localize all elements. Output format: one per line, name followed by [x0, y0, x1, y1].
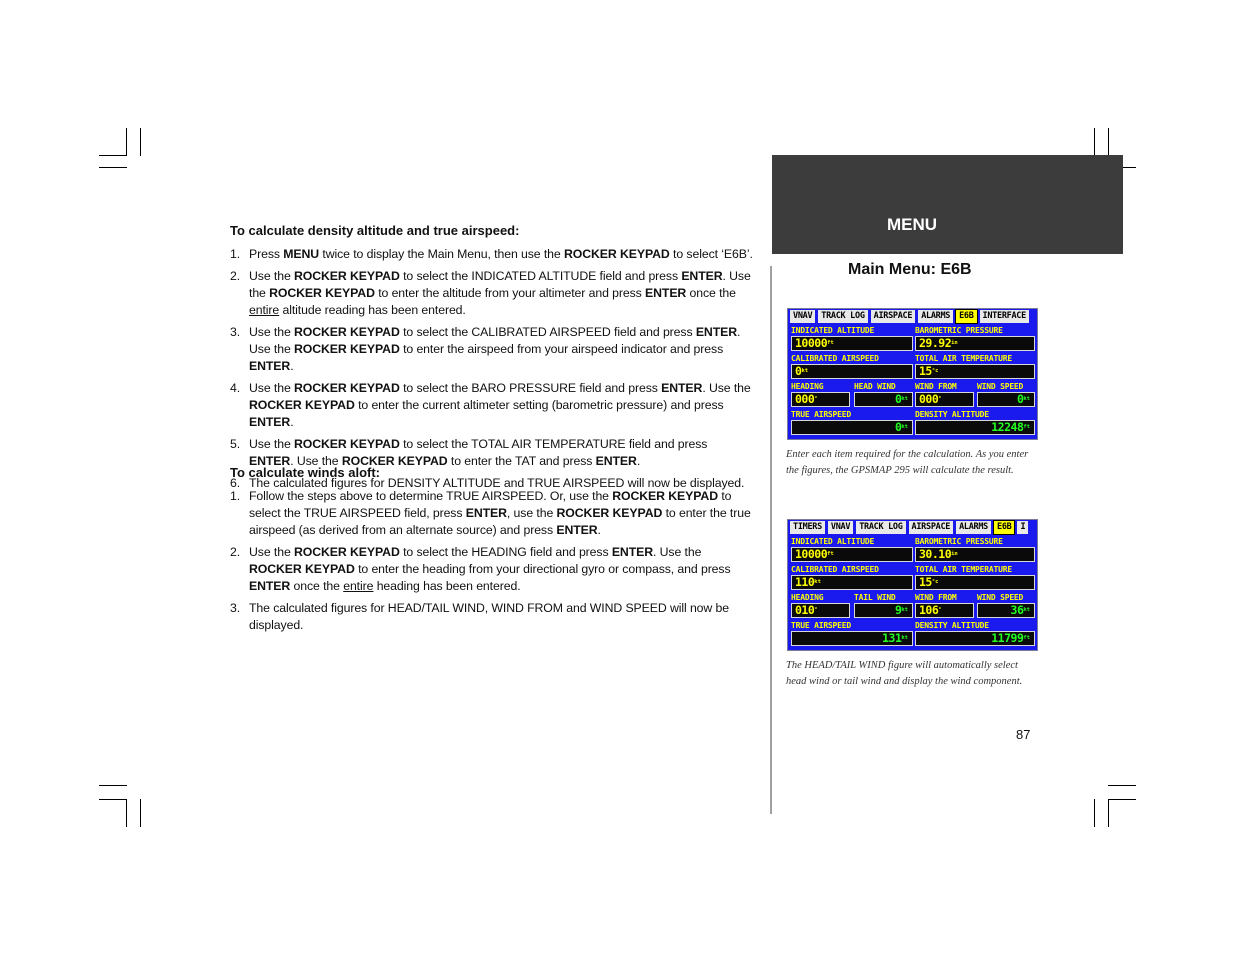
step-text: twice to display the Main Menu, then use the — [319, 247, 564, 261]
unit-label: ft — [1023, 424, 1030, 430]
step-number: 2. — [230, 545, 241, 559]
list-item — [230, 544, 755, 595]
tab-interface[interactable]: INTERFACE — [980, 310, 1029, 323]
unit-label: °c — [931, 368, 939, 374]
step-text: to enter the altitude from your altimeter and press — [374, 286, 646, 300]
crop-mark — [1108, 799, 1109, 827]
dens-alt-value — [991, 421, 1030, 434]
step-number: 6. — [230, 476, 241, 490]
list-item — [230, 380, 755, 431]
dens-alt-field[interactable] — [915, 420, 1035, 435]
step-text: to enter the current altimeter setting (barometric pressure) and press — [354, 398, 724, 412]
heading-field[interactable] — [791, 392, 850, 407]
key-name: ROCKER KEYPAD — [294, 325, 400, 339]
ind-alt-field[interactable] — [791, 336, 913, 351]
step-text: . — [290, 415, 294, 429]
crop-mark — [99, 167, 127, 168]
step-text: . Use the — [653, 545, 702, 559]
step-text: to enter the TAT and press — [447, 454, 596, 468]
crop-mark — [99, 155, 127, 156]
field-number: 30.10 — [919, 547, 952, 561]
key-name: ROCKER KEYPAD — [294, 545, 400, 559]
step-text: to select the HEADING field and press — [399, 545, 612, 559]
key-name: ENTER — [661, 381, 703, 395]
step-text: once the — [686, 286, 736, 300]
crop-mark — [140, 799, 141, 827]
tab-track-log[interactable]: TRACK LOG — [856, 521, 905, 534]
field-number: 11799 — [991, 631, 1024, 645]
wind-speed-value — [1017, 393, 1030, 406]
page-number: 87 — [1016, 727, 1031, 742]
key-name: ROCKER KEYPAD — [249, 562, 355, 576]
unit-label: kt — [814, 579, 821, 585]
field-number: 0 — [894, 420, 902, 434]
tab-e6b[interactable]: E6B — [994, 521, 1014, 534]
crop-mark — [126, 799, 127, 827]
unit-label: in — [951, 340, 958, 346]
tat-value — [919, 365, 938, 378]
crop-mark — [99, 799, 127, 800]
key-name: ROCKER KEYPAD — [612, 489, 718, 503]
figure-caption-1: Enter each item required for the calculation. As you enter the figures, the GPSMAP 295 will calculate the result. — [786, 449, 1029, 476]
section-heading-density: To calculate density altitude and true airspeed: — [230, 223, 520, 238]
step-text: . Use the — [249, 325, 741, 356]
ind-alt-label: INDICATED ALTITUDE — [791, 537, 875, 546]
step-text: once the — [290, 579, 344, 593]
wind-from-value — [919, 604, 942, 617]
crop-mark — [1108, 799, 1136, 800]
cal-as-label: CALIBRATED AIRSPEED — [791, 354, 879, 363]
key-name: ROCKER KEYPAD — [341, 454, 448, 468]
field-number: 15 — [919, 364, 932, 378]
figure-caption-2: The HEAD/TAIL WIND figure will automatically select head wind or tail wind and display the wind component. — [786, 660, 1023, 687]
wind-speed-field[interactable] — [977, 392, 1035, 407]
e6b-screen-1 — [787, 308, 1038, 440]
wind-speed-label: WIND SPEED — [977, 593, 1024, 602]
cal-as-field[interactable] — [791, 575, 913, 590]
steps-list-density — [230, 246, 755, 497]
field-number: 0 — [1016, 392, 1024, 406]
tab-airspace[interactable]: AIRSPACE — [871, 310, 916, 323]
column-divider — [770, 266, 772, 814]
key-name: ROCKER KEYPAD — [249, 398, 355, 412]
heading-label: HEADING — [791, 593, 824, 602]
field-number: 110 — [795, 575, 815, 589]
baro-value — [919, 337, 958, 350]
step-text: to select the INDICATED ALTITUDE field and press — [399, 269, 682, 283]
key-name: ROCKER KEYPAD — [269, 286, 375, 300]
unit-label: kt — [901, 424, 908, 430]
key-name: ROCKER KEYPAD — [294, 381, 400, 395]
wind-speed-label: WIND SPEED — [977, 382, 1024, 391]
key-name: ENTER — [695, 325, 738, 339]
dens-alt-value — [991, 632, 1030, 645]
cal-as-value — [795, 365, 808, 378]
dens-alt-label: DENSITY ALTITUDE — [915, 410, 989, 419]
step-text: to select the CALIBRATED AIRSPEED field and press — [399, 325, 696, 339]
step-number: 1. — [230, 247, 241, 261]
key-name: ROCKER KEYPAD — [294, 269, 400, 283]
field-number: 0 — [894, 392, 902, 406]
key-name: ENTER — [556, 523, 598, 537]
crop-mark — [1094, 128, 1095, 156]
cal-as-value — [795, 576, 821, 589]
field-number: 10000 — [795, 336, 828, 350]
key-name: ROCKER KEYPAD — [294, 437, 400, 451]
crop-mark — [99, 785, 127, 786]
tas-label: TRUE AIRSPEED — [791, 621, 852, 630]
heading-field[interactable] — [791, 603, 850, 618]
tab-alarms[interactable]: ALARMS — [918, 310, 953, 323]
tab-i[interactable]: I — [1017, 521, 1028, 534]
field-number: 15 — [919, 575, 932, 589]
wind-from-label: WIND FROM — [915, 382, 957, 391]
tas-field[interactable] — [791, 420, 913, 435]
unit-label: ft — [827, 551, 834, 557]
list-item — [230, 246, 755, 263]
heading-value — [795, 393, 818, 406]
key-name: ENTER — [249, 359, 291, 373]
baro-value — [919, 548, 958, 561]
step-text: Use the — [249, 325, 294, 339]
unit-label: kt — [1023, 396, 1030, 402]
page-title: Main Menu: E6B — [848, 261, 972, 278]
step-text: Use the — [249, 381, 294, 395]
unit-label: ft — [827, 340, 834, 346]
ind-alt-value — [795, 337, 834, 350]
tas-label: TRUE AIRSPEED — [791, 410, 852, 419]
step-text: . Use the — [249, 269, 751, 300]
tas-value — [895, 421, 908, 434]
field-number: 10000 — [795, 547, 828, 561]
section-tab-label: MENU — [886, 215, 938, 234]
tat-field[interactable] — [915, 364, 1035, 379]
crop-mark — [1108, 785, 1136, 786]
key-name: ROCKER KEYPAD — [556, 506, 663, 520]
heading-label: HEADING — [791, 382, 824, 391]
field-number: 000 — [919, 392, 939, 406]
tat-label: TOTAL AIR TEMPERATURE — [915, 354, 1012, 363]
step-text: Use the — [249, 269, 294, 283]
step-text: . Use the — [290, 454, 342, 468]
step-text: . Use the — [702, 381, 751, 395]
tab-track-log[interactable]: TRACK LOG — [818, 310, 867, 323]
key-name: ENTER — [611, 545, 654, 559]
unit-label: kt — [901, 396, 908, 402]
tab-e6b[interactable]: E6B — [956, 310, 976, 323]
step-text: . — [290, 359, 294, 373]
crop-mark — [126, 128, 127, 156]
unit-label: ° — [938, 396, 942, 402]
menu-tab-strip — [788, 309, 1037, 324]
tab-alarms[interactable]: ALARMS — [956, 521, 991, 534]
field-number: 000 — [795, 392, 815, 406]
tas-field[interactable] — [791, 631, 913, 646]
list-item — [230, 324, 755, 375]
step-text: altitude reading has been entered. — [279, 303, 466, 317]
unit-label: ° — [938, 607, 942, 613]
step-text: The calculated figures for HEAD/TAIL WIND, WIND FROM and WIND SPEED will now be displayed. — [249, 601, 730, 632]
unit-label: kt — [901, 635, 908, 641]
ind-alt-label: INDICATED ALTITUDE — [791, 326, 875, 335]
step-text: heading has been entered. — [373, 579, 521, 593]
unit-label: kt — [901, 607, 908, 613]
unit-label: ° — [814, 396, 818, 402]
tas-value — [882, 632, 908, 645]
step-number: 2. — [230, 269, 241, 283]
heading-value — [795, 604, 818, 617]
unit-label: ft — [1023, 635, 1030, 641]
unit-label: °c — [931, 579, 939, 585]
tab-timers[interactable]: TIMERS — [790, 521, 825, 534]
e6b-screen-2 — [787, 519, 1038, 651]
key-name: MENU — [283, 247, 320, 261]
step-text: Follow the steps above to determine TRUE AIRSPEED. Or, use the — [249, 489, 613, 503]
dens-alt-label: DENSITY ALTITUDE — [915, 621, 989, 630]
tab-vnav[interactable]: VNAV — [828, 521, 853, 534]
baro-label: BAROMETRIC PRESSURE — [915, 326, 1003, 335]
field-number: 29.92 — [919, 336, 952, 350]
wind-type-field[interactable] — [854, 392, 913, 407]
menu-tab-strip — [788, 520, 1037, 535]
key-name: ROCKER KEYPAD — [294, 342, 400, 356]
key-name: ROCKER KEYPAD — [563, 247, 670, 261]
step-text: , use the — [506, 506, 557, 520]
tab-vnav[interactable]: VNAV — [790, 310, 815, 323]
step-text: Use the — [249, 545, 294, 559]
wind-type-label: HEAD WIND — [854, 382, 896, 391]
step-text: . — [636, 454, 641, 468]
key-name: ENTER — [249, 454, 291, 468]
field-number: 131 — [882, 631, 902, 645]
emphasis-text: entire — [249, 303, 280, 317]
step-text: to enter the airspeed from your airspeed indicator and press — [399, 342, 724, 356]
step-text: Press — [249, 247, 284, 261]
list-item — [230, 268, 755, 319]
crop-mark — [140, 128, 141, 156]
ind-alt-value — [795, 548, 834, 561]
step-text: to select the TOTAL AIR TEMPERATURE field and press — [399, 437, 708, 451]
wind-from-field[interactable] — [915, 392, 974, 407]
unit-label: kt — [801, 368, 809, 374]
steps-list-winds — [230, 488, 755, 639]
key-name: ENTER — [595, 454, 637, 468]
key-name: ENTER — [645, 286, 687, 300]
step-number: 5. — [230, 437, 241, 451]
section-tab-bar — [772, 155, 1123, 254]
wind-from-value — [919, 393, 942, 406]
section-heading-winds: To calculate winds aloft: — [230, 465, 381, 480]
unit-label: kt — [1023, 607, 1030, 613]
emphasis-text: entire — [343, 579, 374, 593]
tat-field[interactable] — [915, 575, 1035, 590]
step-text: to select the BARO PRESSURE field and press — [399, 381, 662, 395]
baro-field[interactable] — [915, 547, 1035, 562]
crop-mark — [1108, 128, 1109, 156]
key-name: ENTER — [465, 506, 507, 520]
wind-speed-value — [1011, 604, 1030, 617]
field-number: 106 — [919, 603, 939, 617]
dens-alt-field[interactable] — [915, 631, 1035, 646]
step-text: to enter the heading from your directional gyro or compass, and press — [354, 562, 731, 576]
wind-speed-field[interactable] — [977, 603, 1035, 618]
step-number: 3. — [230, 601, 241, 615]
step-text: to select ‘E6B’. — [669, 247, 753, 261]
tab-airspace[interactable]: AIRSPACE — [909, 521, 954, 534]
step-text: Use the — [249, 437, 294, 451]
tat-value — [919, 576, 938, 589]
cal-as-label: CALIBRATED AIRSPEED — [791, 565, 879, 574]
wind-type-field[interactable] — [854, 603, 913, 618]
field-number: 0 — [795, 364, 802, 378]
step-number: 1. — [230, 489, 241, 503]
field-number: 010 — [795, 603, 815, 617]
list-item — [230, 600, 755, 634]
step-text: to select the TRUE AIRSPEED field, press — [249, 489, 732, 520]
key-name: ENTER — [249, 579, 291, 593]
field-number: 36 — [1010, 603, 1024, 617]
unit-label: in — [951, 551, 958, 557]
list-item — [230, 488, 755, 539]
wind-type-label: TAIL WIND — [854, 593, 896, 602]
wind-from-field[interactable] — [915, 603, 974, 618]
step-text: to enter the true airspeed (as derived from an alternate source) and press — [249, 506, 751, 537]
step-number: 4. — [230, 381, 241, 395]
cal-as-field[interactable] — [791, 364, 913, 379]
step-number: 3. — [230, 325, 241, 339]
wind-type-value — [895, 393, 908, 406]
baro-label: BAROMETRIC PRESSURE — [915, 537, 1003, 546]
key-name: ENTER — [681, 269, 723, 283]
field-number: 12248 — [991, 420, 1024, 434]
baro-field[interactable] — [915, 336, 1035, 351]
field-number: 9 — [894, 603, 902, 617]
wind-type-value — [895, 604, 908, 617]
step-text: . — [597, 523, 601, 537]
key-name: ENTER — [249, 415, 291, 429]
tat-label: TOTAL AIR TEMPERATURE — [915, 565, 1012, 574]
ind-alt-field[interactable] — [791, 547, 913, 562]
wind-from-label: WIND FROM — [915, 593, 957, 602]
step-text: The calculated figures for DENSITY ALTITUDE and TRUE AIRSPEED will now be displayed. — [249, 476, 745, 490]
unit-label: ° — [814, 607, 818, 613]
crop-mark — [1094, 799, 1095, 827]
